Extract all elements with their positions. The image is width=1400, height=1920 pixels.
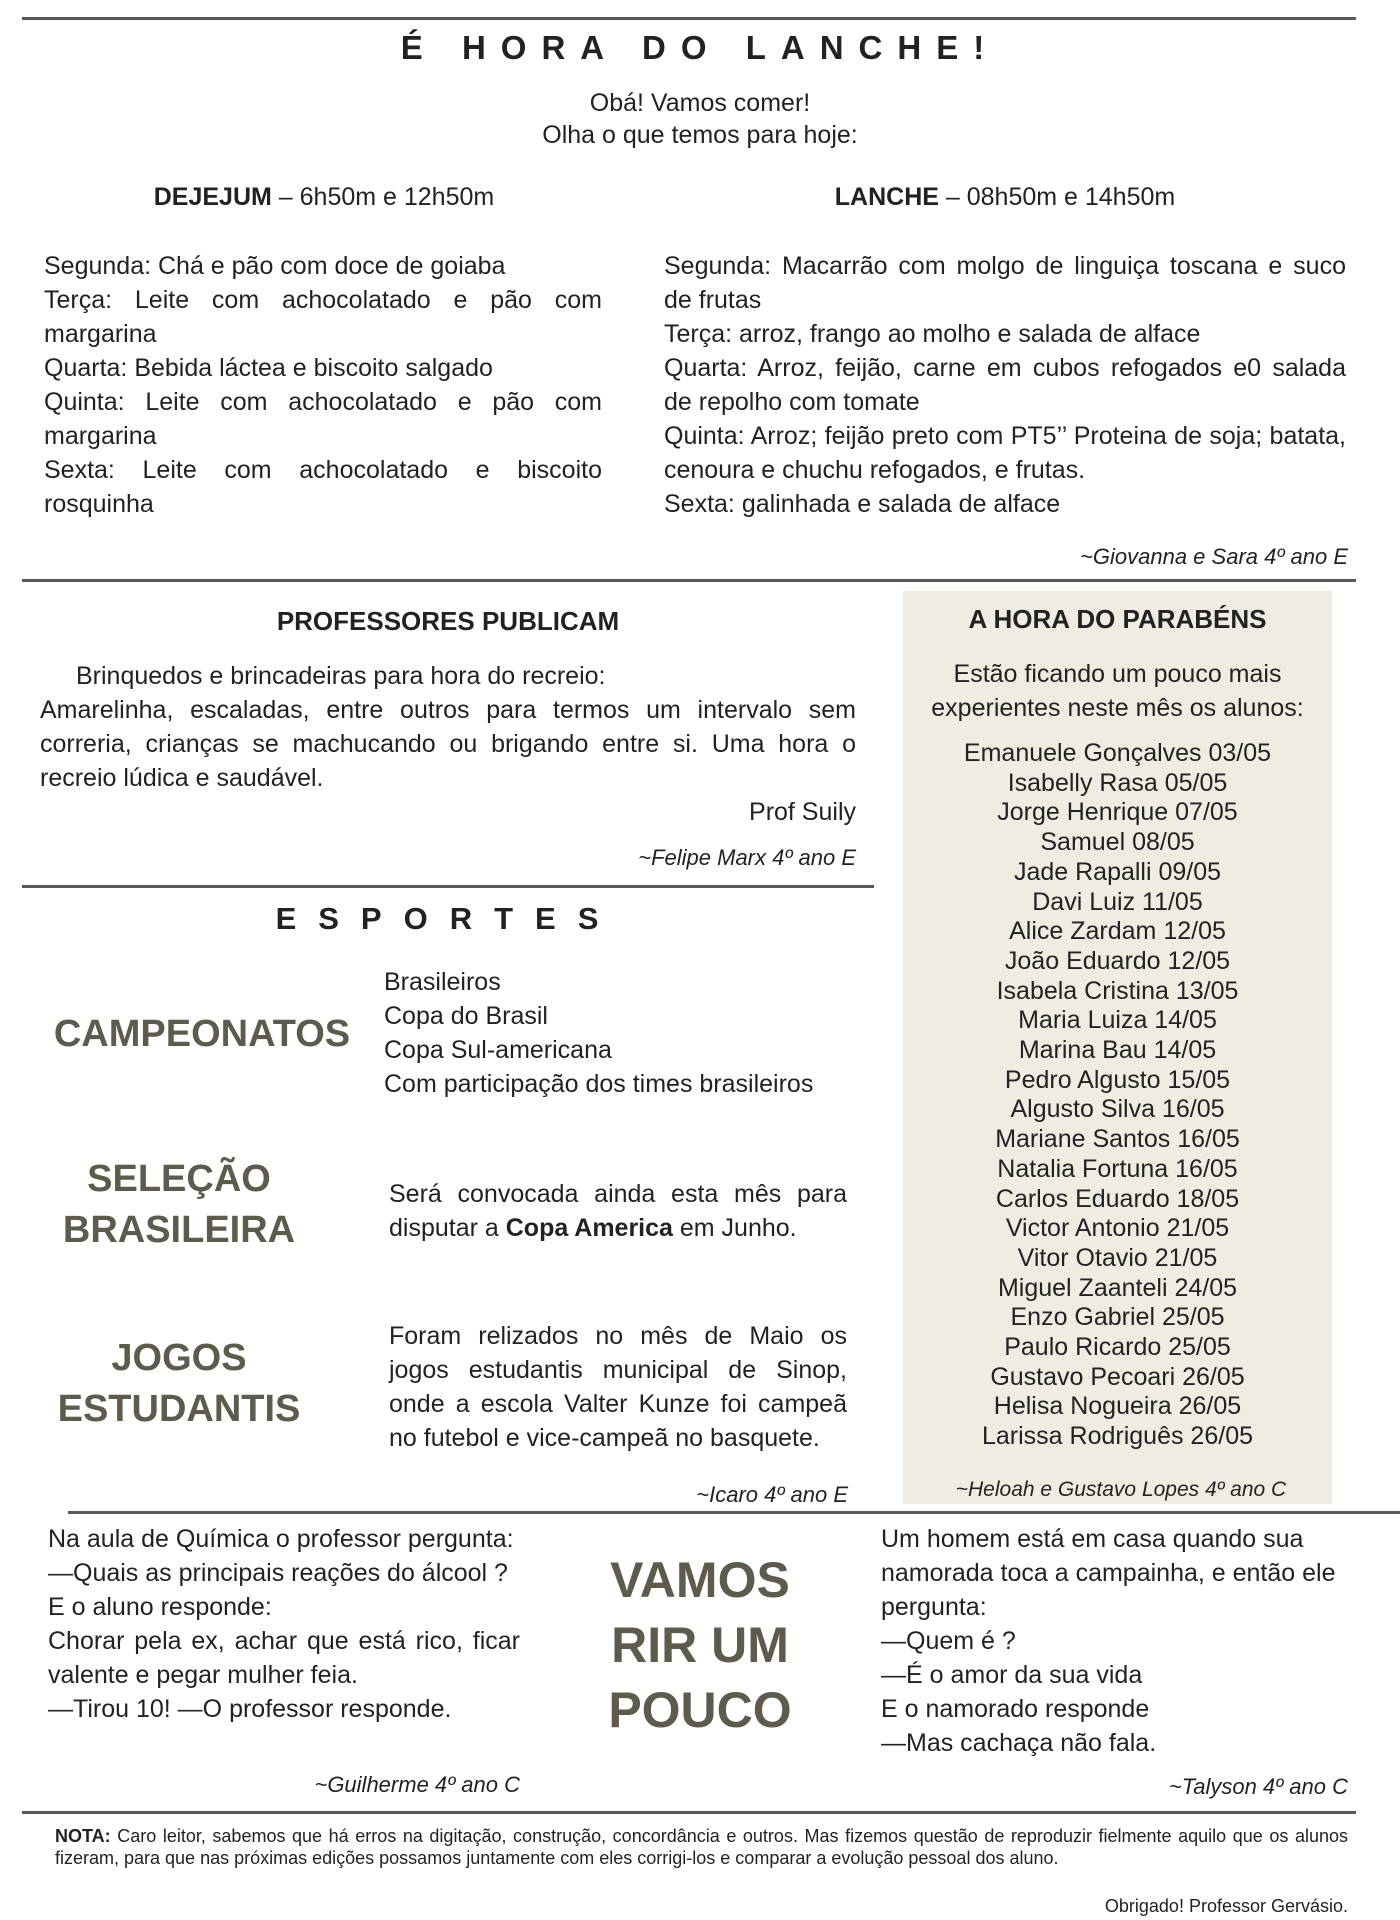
top-rule [22, 17, 1356, 20]
piada-left [48, 1522, 520, 1726]
campeonato-item: Brasileiros [384, 968, 501, 996]
lanche-time: – 08h50m e 14h50m [938, 183, 1176, 211]
campeonatos-label: CAMPEONATOS [53, 1013, 351, 1055]
piada-left-line: Chorar pela ex, achar que está rico, ficar valente e pegar mulher feia. [48, 1627, 520, 1689]
nota-thanks: Obrigado! Professor Gervásio. [1104, 1896, 1348, 1916]
vamos-rir-line-1: VAMOS [610, 1552, 790, 1608]
piada-left-line: —Quais as principais reações do álcool ? [48, 1559, 508, 1587]
birthday-item: Isabela Cristina 13/05 [996, 976, 1239, 1005]
lanche-item: Quarta: Arroz, feijão, carne em cubos refogados e0 salada de repolho com tomate [664, 354, 1346, 416]
esportes-title: ESPORTES [275, 901, 621, 936]
piada-left-line: —Tirou 10! —O professor responde. [48, 1695, 452, 1723]
dejejum-item: Quinta: Leite com achocolatado e pão com margarina [44, 388, 602, 450]
birthday-item: Pedro Algusto 15/05 [1004, 1065, 1231, 1094]
dejejum-heading [44, 180, 604, 214]
parabens-intro-1: Estão ficando um pouco mais [953, 660, 1282, 688]
birthday-item: Marina Bau 14/05 [1018, 1036, 1217, 1065]
piada-left-credit: ~Guilherme 4º ano C [314, 1772, 520, 1797]
nota-text [55, 1825, 1348, 1869]
dejejum-item: Sexta: Leite com achocolatado e biscoito rosquinha [44, 456, 602, 518]
selecao-label-line-2: BRASILEIRA [62, 1209, 296, 1251]
campeonatos-list [384, 965, 864, 1101]
nota-top-rule [22, 1811, 1356, 1814]
piada-right-line: —É o amor da sua vida [881, 1661, 1143, 1689]
birthday-item: Jorge Henrique 07/05 [997, 798, 1238, 827]
birthday-item: Davi Luiz 11/05 [1032, 887, 1203, 916]
vamos-rir-title [560, 1548, 840, 1743]
lanche-label: LANCHE [834, 183, 939, 211]
selecao-text [389, 1177, 847, 1245]
lanche-credit: ~Giovanna e Sara 4º ano E [1080, 544, 1348, 569]
piada-right-line: —Mas cachaça não fala. [881, 1729, 1157, 1757]
campeonato-item: Copa Sul-americana [384, 1036, 612, 1064]
selecao-text-a: Será convocada ainda esta mês para disputar a [389, 1180, 847, 1242]
dejejum-time: – 6h50m e 12h50m [271, 183, 495, 211]
lanche-intro-1: Obá! Vamos comer! [589, 89, 811, 117]
vamos-rir-line-3: POUCO [608, 1682, 792, 1738]
piada-right-line: —Quem é ? [881, 1627, 1016, 1655]
birthday-item: Carlos Eduardo 18/05 [995, 1184, 1240, 1213]
birthday-item: Enzo Gabriel 25/05 [1010, 1303, 1225, 1332]
lanche-heading [664, 180, 1346, 214]
piadas-top-rule [68, 1511, 1400, 1514]
professores-line-1: Brinquedos e brincadeiras para hora do recreio: [76, 662, 606, 690]
parabens-title: A HORA DO PARABÉNS [968, 604, 1267, 634]
professores-signature: Prof Suily [749, 798, 856, 826]
lanche-item: Quinta: Arroz; feijão preto com PT5’’ Proteina de soja; batata, cenoura e chuchu refogados, e frutas. [664, 422, 1346, 484]
birthday-item: Algusto Silva 16/05 [1010, 1095, 1225, 1124]
campeonato-item: Copa do Brasil [384, 1002, 548, 1030]
birthday-item: Miguel Zaanteli 24/05 [997, 1273, 1238, 1302]
selecao-label-line-1: SELEÇÃO [87, 1158, 271, 1200]
lanche-item: Sexta: galinhada e salada de alface [664, 490, 1061, 518]
dejejum-item: Segunda: Chá e pão com doce de goiaba [44, 252, 506, 280]
birthday-item: Alice Zardam 12/05 [1009, 917, 1226, 946]
parabens-list [903, 739, 1332, 1452]
jogos-label [36, 1333, 322, 1435]
lanche-item: Terça: arroz, frango ao molho e salada de alface [664, 320, 1201, 348]
selecao-text-c: em Junho. [672, 1214, 797, 1242]
professores-bottom-rule [22, 885, 874, 888]
lanche-menu [664, 249, 1346, 521]
esportes-credit: ~Icaro 4º ano E [696, 1482, 848, 1507]
piada-right [881, 1522, 1347, 1760]
professores-title: PROFESSORES PUBLICAM [276, 606, 620, 636]
birthday-item: Jade Rapalli 09/05 [1013, 857, 1222, 886]
birthday-item: Samuel 08/05 [1040, 828, 1195, 857]
lanche-item: Segunda: Macarrão com molgo de linguiça toscana e suco de frutas [664, 252, 1346, 314]
birthday-item: Natalia Fortuna 16/05 [997, 1154, 1238, 1183]
lanche-title: É HORA DO LANCHE! [400, 29, 1000, 66]
dejejum-menu [44, 249, 602, 521]
selecao-label [36, 1154, 322, 1256]
campeonato-item: Com participação dos times brasileiros [384, 1070, 814, 1098]
jogos-label-line-1: JOGOS [111, 1337, 247, 1379]
lanche-intro-2: Olha o que temos para hoje: [542, 121, 858, 149]
birthday-item: Isabelly Rasa 05/05 [1007, 768, 1228, 797]
professores-credit: ~Felipe Marx 4º ano E [638, 845, 856, 870]
professores-body [40, 659, 856, 829]
parabens-intro-2: experientes neste mês os alunos: [931, 694, 1304, 722]
lanche-bottom-rule [22, 579, 1356, 582]
dejejum-label: DEJEJUM [153, 183, 272, 211]
piada-right-line: Um homem está em casa quando sua namorada toca a campainha, e então ele pergunta: [881, 1525, 1336, 1621]
birthday-item: Helisa Nogueira 26/05 [993, 1392, 1242, 1421]
professores-text: Amarelinha, escaladas, entre outros para termos um intervalo sem correria, crianças se machucando ou brigando entre si. Uma hora o recreio lúdica e saudável. [40, 696, 856, 792]
jogos-label-line-2: ESTUDANTIS [57, 1388, 301, 1430]
piada-left-line: Na aula de Química o professor pergunta: [48, 1525, 514, 1553]
piada-left-line: E o aluno responde: [48, 1593, 272, 1621]
selecao-text-b: Copa America [505, 1214, 673, 1242]
birthday-item: Emanuele Gonçalves 03/05 [963, 739, 1272, 767]
piada-right-credit: ~Talyson 4º ano C [1168, 1774, 1348, 1799]
piada-right-line: E o namorado responde [881, 1695, 1150, 1723]
dejejum-item: Terça: Leite com achocolatado e pão com margarina [44, 286, 602, 348]
dejejum-item: Quarta: Bebida láctea e biscoito salgado [44, 354, 493, 382]
parabens-credit: ~Heloah e Gustavo Lopes 4º ano C [955, 1478, 1287, 1501]
birthday-item: Maria Luiza 14/05 [1018, 1006, 1217, 1035]
birthday-item: Gustavo Pecoari 26/05 [990, 1362, 1245, 1391]
jogos-text: Foram relizados no mês de Maio os jogos estudantis municipal de Sinop, onde a escola Valter Kunze foi campeã no futebol e vice-campeã no basquete. [389, 1322, 847, 1452]
nota-body: Caro leitor, sabemos que há erros na digitação, construção, concordância e outros. Mas fizemos questão de reproduzir fielmente aquilo que os alunos fizeram, para que nas próximas edições possamos juntamente com eles corrigi-los e comparar a evolução pessoal dos aluno. [55, 1826, 1348, 1868]
nota-label: NOTA: [55, 1826, 111, 1846]
birthday-item: Paulo Ricardo 25/05 [1004, 1333, 1231, 1362]
birthday-item: Larissa Rodriguês 26/05 [982, 1422, 1253, 1451]
birthday-item: João Eduardo 12/05 [1004, 946, 1231, 975]
birthday-item: Mariane Santos 16/05 [995, 1125, 1240, 1154]
birthday-item: Victor Antonio 21/05 [1005, 1214, 1230, 1243]
birthday-item: Vitor Otavio 21/05 [1017, 1243, 1218, 1272]
vamos-rir-line-2: RIR UM [611, 1617, 789, 1673]
